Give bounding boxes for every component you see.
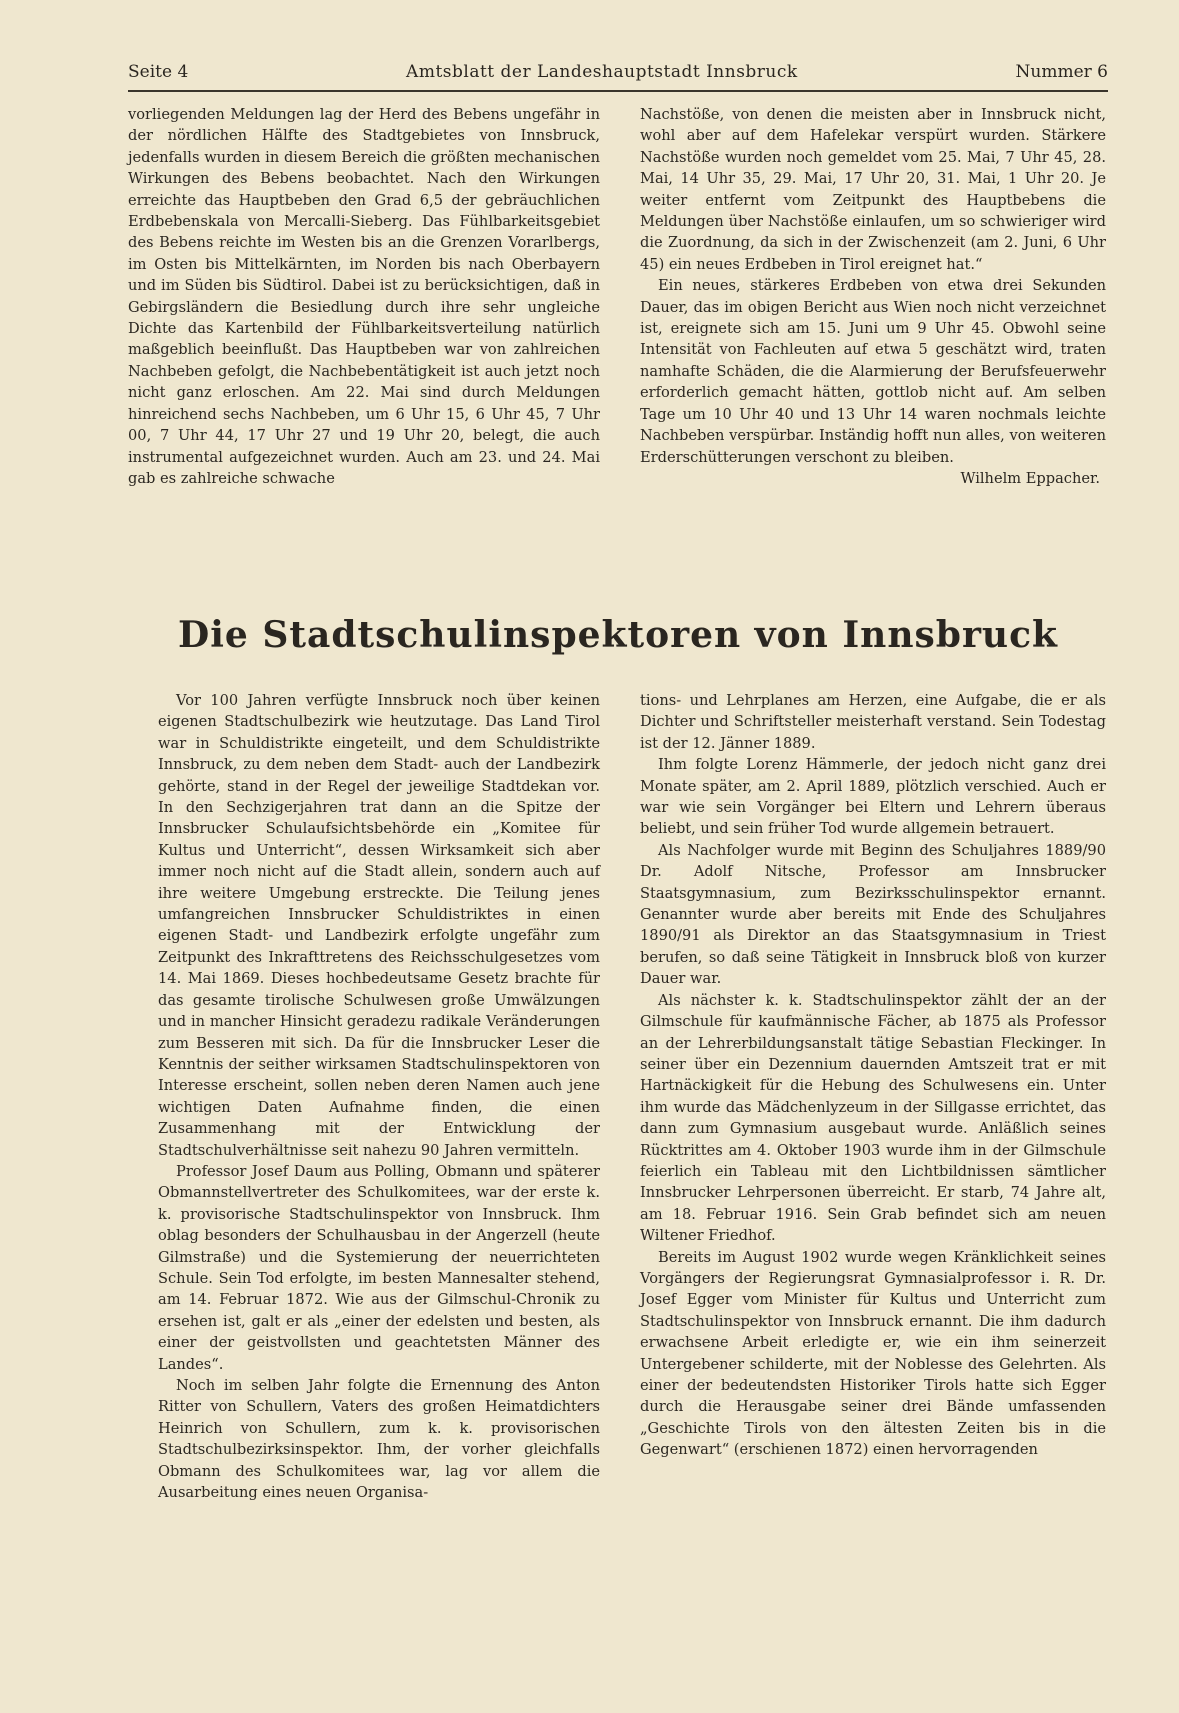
quake-column-right	[640, 104, 1106, 489]
author-signature: Wilhelm Eppacher.	[960, 469, 1100, 487]
article-headline: Die Stadtschulinspektoren von Innsbruck	[178, 614, 1058, 656]
quake-column-left	[128, 104, 600, 489]
issue-number: Nummer 6	[1015, 62, 1108, 82]
article-paragraph: Bereits im August 1902 wurde wegen Kränklichkeit seines Vorgängers der Regierungsrat Gymnasialprofessor i. R. Dr. Josef Egger vom Minister für Kultus und Unterricht zum Stadtschulinspektor von Innsbruck ernannt. Die ihm dadurch erwachsene Arbeit erledigte er, wie ein ihm seinerzeit Untergebener schilderte, mit der Noblesse des Gelehrten. Als einer der bedeutendsten Historiker Tirols hatte sich Egger durch die Herausgabe seiner drei Bände umfassenden „Geschichte Tirols von den ältesten Zeiten bis in die Gegenwart“ (erschienen 1872) einen hervorragenden	[640, 1248, 1106, 1459]
article-paragraph: Als Nachfolger wurde mit Beginn des Schuljahres 1889/90 Dr. Adolf Nitsche, Professor am Innsbrucker Staatsgymnasium, zum Bezirksschulinspektor ernannt. Genannter wurde aber bereits mit Ende des Schuljahres 1890/91 als Direktor an das Staatsgymnasium in Triest berufen, so daß seine Tätigkeit in Innsbruck bloß von kurzer Dauer war.	[640, 841, 1106, 988]
quake-paragraph: Ein neues, stärkeres Erdbeben von etwa drei Sekunden Dauer, das im obigen Bericht aus Wien noch nicht verzeichnet ist, ereignete sich am 15. Juni um 9 Uhr 45. Obwohl seine Intensität von Fachleuten auf etwa 5 geschätzt wird, traten namhafte Schäden, die die Alarmierung der Berufsfeuerwehr erforderlich gemacht hätten, gottlob nicht auf. Am selben Tage um 10 Uhr 40 und 13 Uhr 14 waren nochmals leichte Nachbeben verspürbar. Inständig hofft nun alles, von weiteren Erderschütterungen verschont zu bleiben.	[640, 277, 1106, 466]
page-number: Seite 4	[128, 62, 189, 82]
quake-paragraph: vorliegenden Meldungen lag der Herd des Bebens ungefähr in der nördlichen Hälfte des Stadtgebietes von Innsbruck, jedenfalls wurden in diesem Bereich die größten mechanischen Wirkungen des Bebens beobachtet. Nach den Wirkungen erreichte das Hauptbeben den Grad 6,5 der gebräuchlichen Erdbebenskala von Mercalli-Sieberg. Das Fühlbarkeitsgebiet des Bebens reichte im Westen bis an die Grenzen Vorarlbergs, im Osten bis Mittelkärnten, im Norden bis nach Oberbayern und im Süden bis Südtirol. Dabei ist zu berücksichtigen, daß in Gebirgsländern die Besiedlung durch ihre sehr ungleiche Dichte das Kartenbild der Fühlbarkeitsverteilung natürlich maßgeblich beeinflußt. Das Hauptbeben war von zahlreichen Nachbeben gefolgt, die Nachbebentätigkeit ist auch jetzt noch nicht ganz erloschen. Am 22. Mai sind durch Meldungen hinreichend sechs Nachbeben, um 6 Uhr 15, 6 Uhr 45, 7 Uhr 00, 7 Uhr 44, 17 Uhr 27 und 19 Uhr 20, belegt, die auch instrumental aufgezeichnet wurden. Auch am 23. und 24. Mai gab es zahlreiche schwache	[128, 106, 600, 487]
article-paragraph: Vor 100 Jahren verfügte Innsbruck noch über keinen eigenen Stadtschulbezirk wie heutzutage. Das Land Tirol war in Schuldistrikte eingeteilt, und dem Schuldistrikte Innsbruck, zu dem neben dem Stadt- auch der Landbezirk gehörte, stand in der Regel der jeweilige Stadtdekan vor. In den Sechzigerjahren trat dann an die Spitze der Innsbrucker Schulaufsichtsbehörde ein „Komitee für Kultus und Unterricht“, dessen Wirksamkeit sich aber immer noch nicht auf die Stadt allein, sondern auch auf ihre weitere Umgebung erstreckte. Die Teilung jenes umfangreichen Innsbrucker Schuldistriktes in einen eigenen Stadt- und Landbezirk erfolgte ungefähr zum Zeitpunkt des Inkrafttretens des Reichsschulgesetzes vom 14. Mai 1869. Dieses hochbedeutsame Gesetz brachte für das gesamte tirolische Schulwesen große Umwälzungen und in mancher Hinsicht geradezu radikale Veränderungen zum Besseren mit sich. Da für die Innsbrucker Leser die Kenntnis der seither wirksamen Stadtschulinspektoren von Interesse erscheint, sollen neben deren Namen auch jene wichtigen Daten Aufnahme finden, die einen Zusammenhang mit der Entwicklung der Stadtschulverhältnisse seit nahezu 90 Jahren vermitteln.	[158, 692, 600, 1159]
page-header	[128, 62, 1108, 92]
article-paragraph: Professor Josef Daum aus Polling, Obmann und späterer Obmannstellvertreter des Schulkomitees, war der erste k. k. provisorische Stadtschulinspektor von Innsbruck. Ihm oblag besonders der Schulhausbau in der Angerzell (heute Gilmstraße) und die Systemierung der neuerrichteten Schule. Sein Tod erfolgte, im besten Mannesalter stehend, am 14. Februar 1872. Wie aus der Gilmschul-Chronik zu ersehen ist, galt er als „einer der edelsten und besten, als einer der geistvollsten und geachtetsten Männer des Landes“.	[158, 1162, 600, 1373]
article-paragraph: Als nächster k. k. Stadtschulinspektor zählt der an der Gilmschule für kaufmännische Fächer, ab 1875 als Professor an der Lehrerbildungsanstalt tätige Sebastian Fleckinger. In seiner über ein Dezennium dauernden Amtszeit trat er mit Hartnäckigkeit für die Hebung des Schulwesens ein. Unter ihm wurde das Mädchenlyzeum in der Sillgasse errichtet, das dann zum Gymnasium ausgebaut wurde. Anläßlich seines Rücktrittes am 4. Oktober 1903 wurde ihm in der Gilmschule feierlich ein Tableau mit den Lichtbildnissen sämtlicher Innsbrucker Lehrpersonen überreicht. Er starb, 74 Jahre alt, am 18. Februar 1916. Sein Grab befindet sich am neuen Wiltener Friedhof.	[640, 991, 1106, 1245]
article-column-left	[158, 690, 600, 1503]
publication-title: Amtsblatt der Landeshauptstadt Innsbruck	[406, 62, 798, 82]
quake-paragraph: Nachstöße, von denen die meisten aber in Innsbruck nicht, wohl aber auf dem Hafelekar verspürt wurden. Stärkere Nachstöße wurden noch gemeldet vom 25. Mai, 7 Uhr 45, 28. Mai, 14 Uhr 35, 29. Mai, 17 Uhr 20, 31. Mai, 1 Uhr 20. Je weiter entfernt vom Zeitpunkt des Hauptbebens die Meldungen über Nachstöße einlaufen, um so schwieriger wird die Zuordnung, da sich in der Zwischenzeit (am 2. Juni, 6 Uhr 45) ein neues Erdbeben in Tirol ereignet hat.“	[640, 106, 1106, 273]
article-paragraph: Ihm folgte Lorenz Hämmerle, der jedoch nicht ganz drei Monate später, am 2. April 1889, plötzlich verschied. Auch er war wie sein Vorgänger bei Eltern und Lehrern überaus beliebt, und sein früher Tod wurde allgemein betrauert.	[640, 756, 1106, 838]
article-paragraph: tions- und Lehrplanes am Herzen, eine Aufgabe, die er als Dichter und Schriftsteller meisterhaft verstand. Sein Todestag ist der 12. Jänner 1889.	[640, 692, 1106, 752]
article-paragraph: Noch im selben Jahr folgte die Ernennung des Anton Ritter von Schullern, Vaters des großen Heimatdichters Heinrich von Schullern, zum k. k. provisorischen Stadtschulbezirksinspektor. Ihm, der vorher gleichfalls Obmann des Schulkomitees war, lag vor allem die Ausarbeitung eines neuen Organisa-	[158, 1377, 600, 1502]
article-column-right	[640, 690, 1106, 1461]
